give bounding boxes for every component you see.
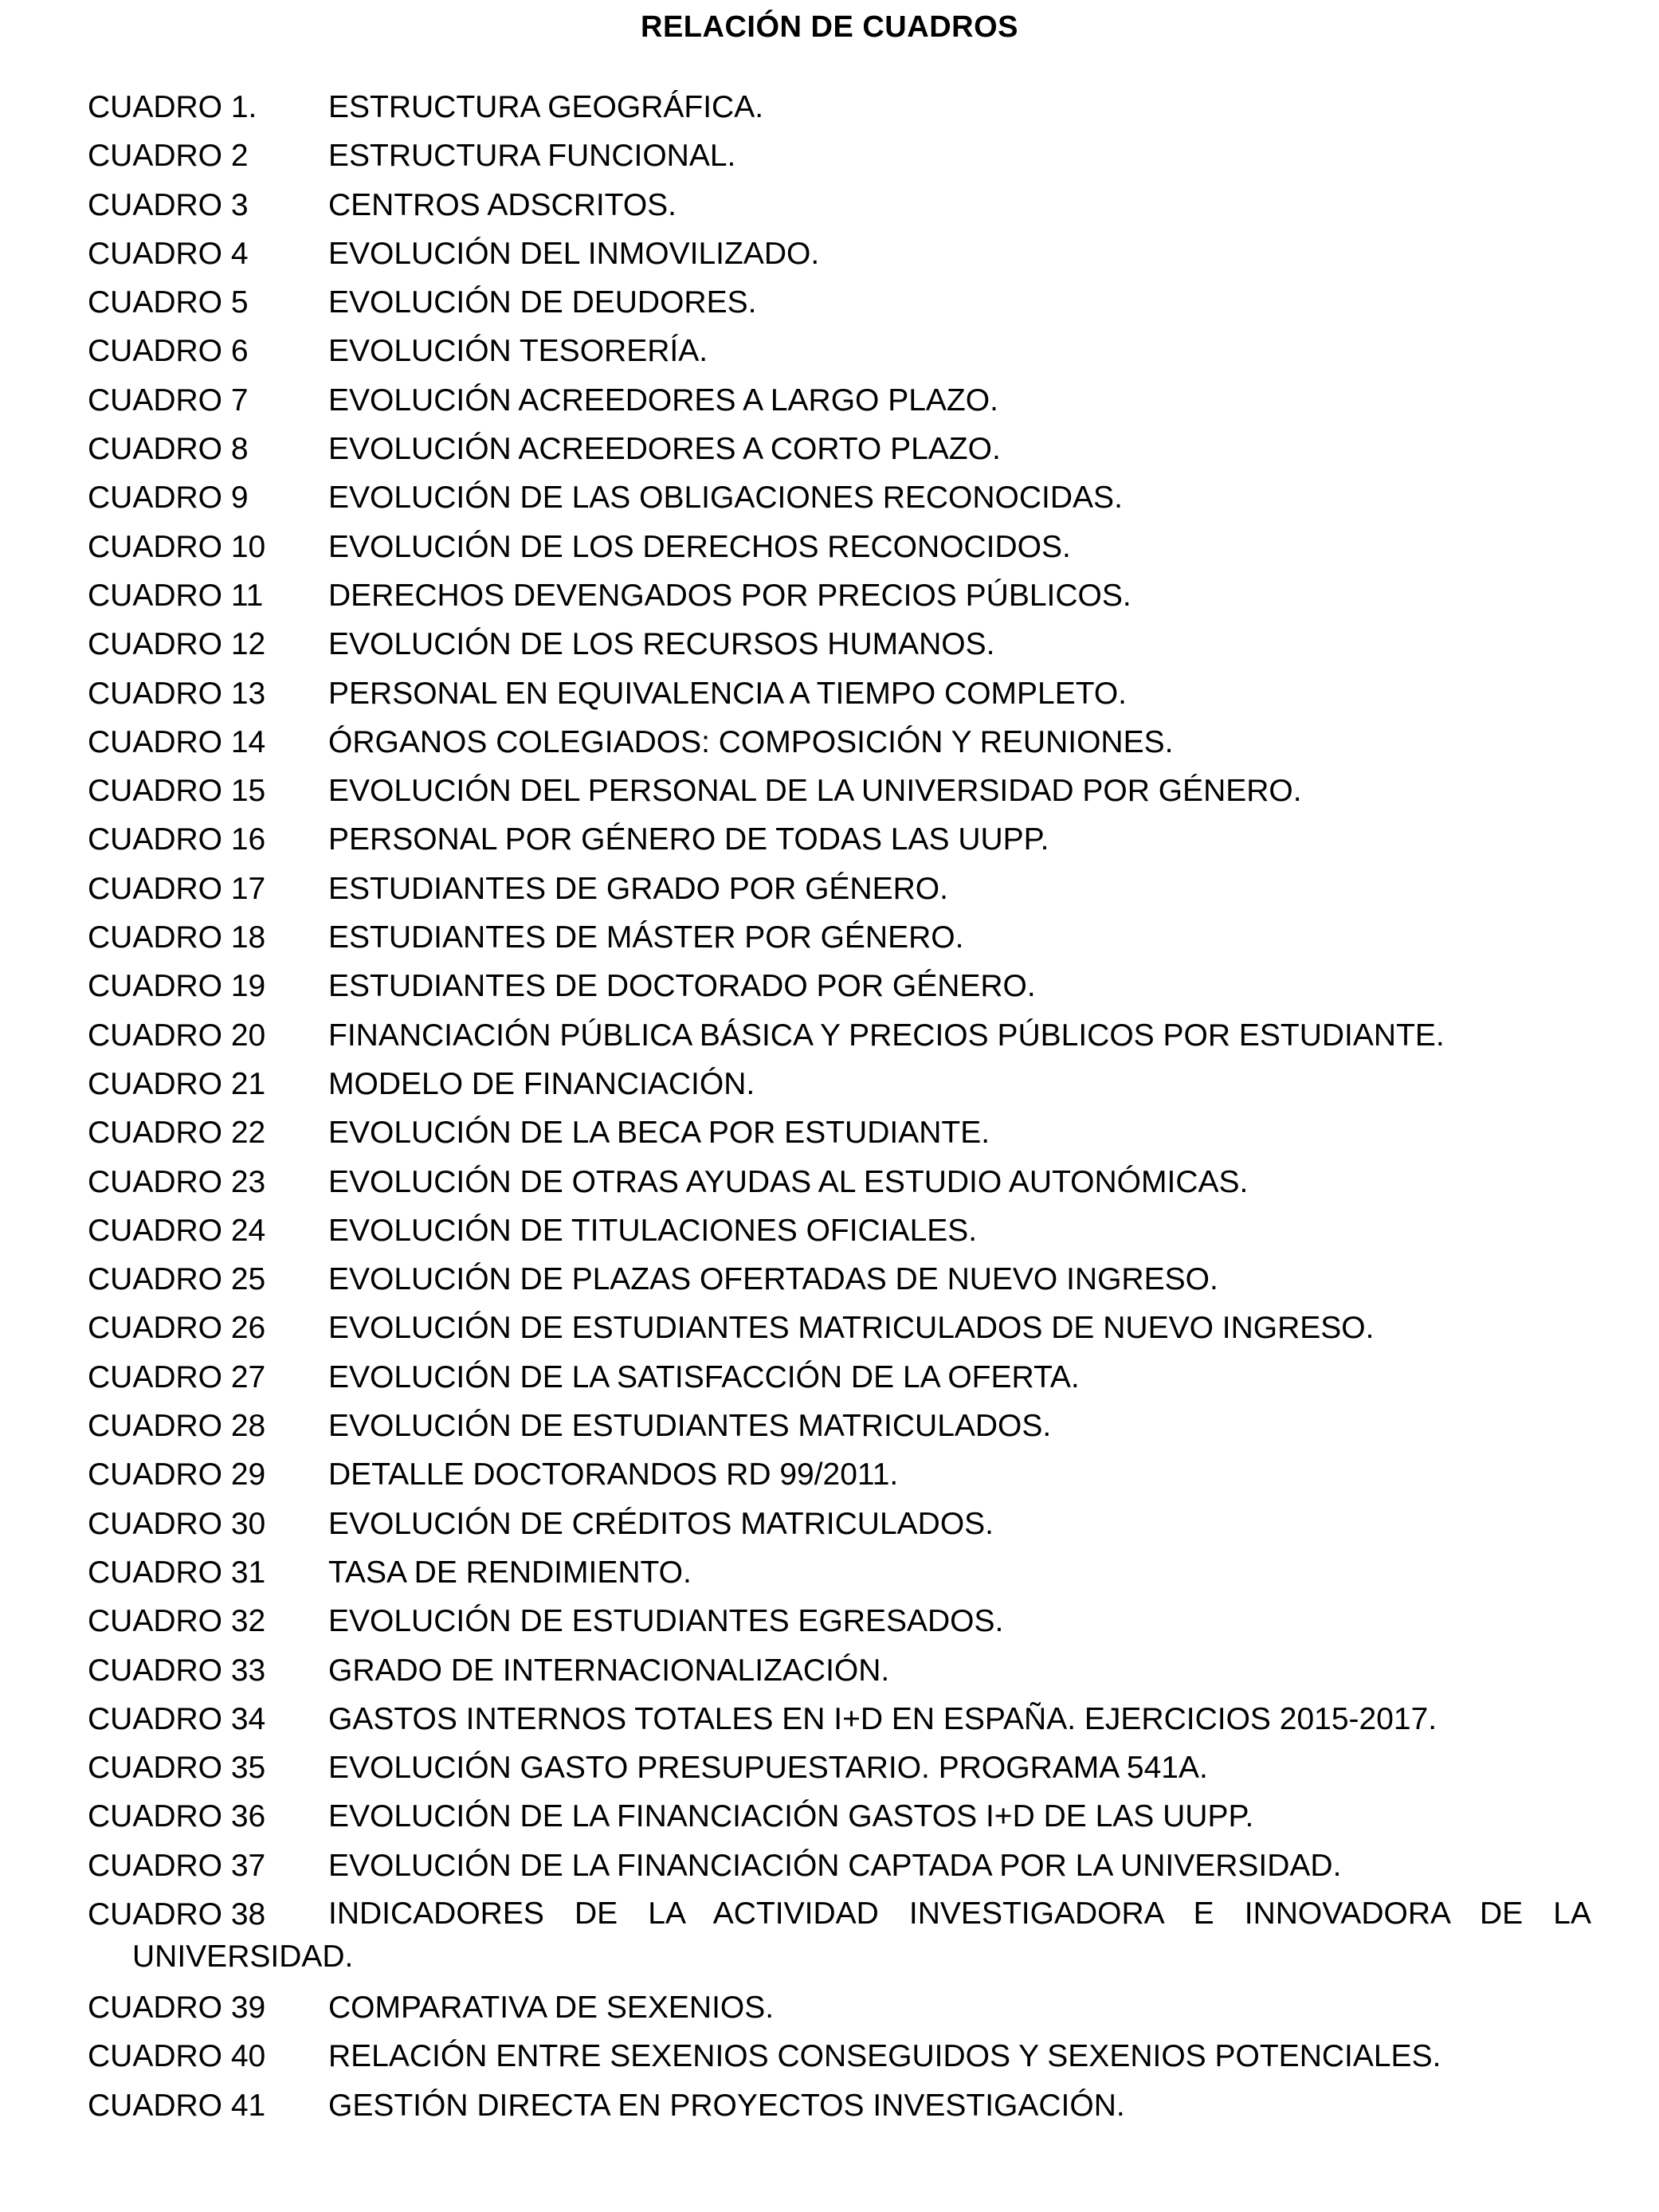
list-item [88,669,1602,718]
list-item [88,1983,1602,2032]
item-number: CUADRO 22 [88,1116,266,1151]
item-title: EVOLUCIÓN ACREEDORES A CORTO PLAZO. [328,432,1001,467]
item-number: CUADRO 1. [88,90,257,124]
item-number: CUADRO 7 [88,382,249,418]
list-item [88,1548,1602,1597]
item-title: CENTROS ADSCRITOS. [328,187,677,222]
list-item [88,83,1602,131]
item-number: CUADRO 25 [88,1262,266,1297]
item-number: CUADRO 13 [88,676,266,711]
item-title: COMPARATIVA DE SEXENIOS. [328,1990,775,2025]
item-number: CUADRO 33 [88,1653,266,1688]
list-item [88,1158,1602,1206]
item-number: CUADRO 17 [88,871,266,906]
item-number: CUADRO 12 [88,627,266,662]
item-title: DERECHOS DEVENGADOS POR PRECIOS PÚBLICOS. [328,578,1131,613]
item-number: CUADRO 40 [88,2039,266,2074]
item-title: PERSONAL POR GÉNERO DE TODAS LAS UUPP. [328,822,1049,857]
list-item [88,229,1602,278]
item-number: CUADRO 20 [88,1018,266,1053]
item-title: EVOLUCIÓN DE ESTUDIANTES MATRICULADOS DE NUEVO INGRESO. [328,1311,1375,1346]
list-item [88,278,1602,327]
item-number: CUADRO 41 [88,2088,266,2123]
list-item [88,181,1602,229]
list-item [88,473,1602,522]
item-number: CUADRO 36 [88,1799,266,1834]
item-number: CUADRO 26 [88,1311,266,1346]
item-number: CUADRO 11 [88,578,264,613]
list-item [88,1695,1602,1743]
item-title: EVOLUCIÓN DE OTRAS AYUDAS AL ESTUDIO AUTONÓMICAS. [328,1164,1249,1199]
list-item [88,620,1602,669]
item-title: EVOLUCIÓN DE LAS OBLIGACIONES RECONOCIDAS. [328,480,1123,516]
list-item [88,376,1602,425]
list-item [88,2081,1602,2130]
item-title: ESTUDIANTES DE GRADO POR GÉNERO. [328,871,948,906]
item-number: CUADRO 5 [88,285,249,320]
item-title: EVOLUCIÓN DE TITULACIONES OFICIALES. [328,1213,978,1248]
list-item [88,571,1602,620]
item-title: ÓRGANOS COLEGIADOS: COMPOSICIÓN Y REUNIONES. [328,724,1174,759]
item-title: EVOLUCIÓN DE LA BECA POR ESTUDIANTE. [328,1116,990,1151]
item-title: EVOLUCIÓN DE LA SATISFACCIÓN DE LA OFERTA. [328,1359,1080,1394]
list-item [88,1011,1602,1060]
list-item [88,1743,1602,1792]
item-title: EVOLUCIÓN DE LA FINANCIACIÓN CAPTADA POR LA UNIVERSIDAD. [328,1848,1342,1883]
item-number: CUADRO 3 [88,187,249,222]
item-title-continuation: UNIVERSIDAD. [132,1939,354,1974]
item-title: EVOLUCIÓN DE PLAZAS OFERTADAS DE NUEVO INGRESO. [328,1262,1218,1297]
item-number: CUADRO 38 [88,1896,266,1932]
item-number: CUADRO 34 [88,1701,266,1736]
table-of-figures-list [88,83,1602,2130]
item-number: CUADRO 4 [88,236,249,271]
item-number: CUADRO 21 [88,1066,266,1101]
item-number: CUADRO 18 [88,920,266,955]
list-item [88,1792,1602,1841]
item-title: ESTUDIANTES DE MÁSTER POR GÉNERO. [328,920,964,955]
item-title: EVOLUCIÓN DE ESTUDIANTES EGRESADOS. [328,1604,1004,1639]
list-item [88,327,1602,375]
item-title: ESTRUCTURA GEOGRÁFICA. [328,90,764,124]
item-title: PERSONAL EN EQUIVALENCIA A TIEMPO COMPLETO. [328,676,1128,711]
item-number: CUADRO 35 [88,1751,266,1786]
list-item [88,767,1602,815]
list-item [88,1890,1602,1983]
item-title: EVOLUCIÓN DE LA FINANCIACIÓN GASTOS I+D DE LAS UUPP. [328,1799,1254,1834]
item-title: EVOLUCIÓN DE CRÉDITOS MATRICULADOS. [328,1506,994,1541]
item-number: CUADRO 39 [88,1990,266,2025]
list-item [88,1450,1602,1499]
list-item [88,718,1602,767]
item-number: CUADRO 2 [88,139,249,174]
item-number: CUADRO 19 [88,969,266,1004]
list-item [88,962,1602,1010]
item-number: CUADRO 16 [88,822,266,857]
item-number: CUADRO 6 [88,334,249,369]
item-number: CUADRO 10 [88,529,266,564]
item-title: RELACIÓN ENTRE SEXENIOS CONSEGUIDOS Y SEXENIOS POTENCIALES. [328,2039,1441,2074]
item-number: CUADRO 31 [88,1555,266,1590]
item-title: GASTOS INTERNOS TOTALES EN I+D EN ESPAÑA. EJERCICIOS 2015-2017. [328,1701,1437,1736]
list-item [88,425,1602,473]
item-number: CUADRO 29 [88,1457,266,1492]
list-item [88,1108,1602,1157]
list-item [88,1255,1602,1304]
list-item [88,1841,1602,1890]
item-title: GRADO DE INTERNACIONALIZACIÓN. [328,1653,890,1688]
item-number: CUADRO 27 [88,1359,266,1394]
list-item [88,1646,1602,1695]
item-title: DETALLE DOCTORANDOS RD 99/2011. [328,1457,899,1492]
list-item [88,913,1602,962]
list-item [88,1060,1602,1108]
item-title: ESTUDIANTES DE DOCTORADO POR GÉNERO. [328,969,1036,1004]
item-title: EVOLUCIÓN DE ESTUDIANTES MATRICULADOS. [328,1409,1052,1444]
list-item [88,131,1602,180]
list-item [88,2032,1602,2081]
item-number: CUADRO 24 [88,1213,266,1248]
item-title: EVOLUCIÓN DEL INMOVILIZADO. [328,236,820,271]
item-number: CUADRO 32 [88,1604,266,1639]
item-number: CUADRO 28 [88,1409,266,1444]
item-number: CUADRO 14 [88,724,266,759]
item-title: EVOLUCIÓN DEL PERSONAL DE LA UNIVERSIDAD POR GÉNERO. [328,774,1302,809]
list-item [88,1500,1602,1548]
list-item [88,1402,1602,1450]
item-title: FINANCIACIÓN PÚBLICA BÁSICA Y PRECIOS PÚBLICOS POR ESTUDIANTE. [328,1018,1445,1053]
list-item [88,1597,1602,1645]
item-title: EVOLUCIÓN TESORERÍA. [328,334,708,369]
item-number: CUADRO 37 [88,1848,266,1883]
list-item [88,523,1602,571]
item-title: INDICADORES DE LA ACTIVIDAD INVESTIGADORA E INNOVADORA DE LA [328,1896,1591,1931]
list-item [88,1353,1602,1402]
list-item [88,1206,1602,1255]
item-number: CUADRO 9 [88,480,249,516]
item-title: EVOLUCIÓN DE DEUDORES. [328,285,757,320]
item-number: CUADRO 30 [88,1506,266,1541]
item-number: CUADRO 23 [88,1164,266,1199]
item-title: EVOLUCIÓN GASTO PRESUPUESTARIO. PROGRAMA 541A. [328,1751,1208,1786]
item-title: TASA DE RENDIMIENTO. [328,1555,692,1590]
item-title: GESTIÓN DIRECTA EN PROYECTOS INVESTIGACIÓN. [328,2088,1125,2123]
item-title: EVOLUCIÓN DE LOS DERECHOS RECONOCIDOS. [328,529,1071,564]
item-title: EVOLUCIÓN ACREEDORES A LARGO PLAZO. [328,382,998,418]
list-item [88,1304,1602,1352]
item-number: CUADRO 8 [88,432,249,467]
item-title: MODELO DE FINANCIACIÓN. [328,1066,755,1101]
item-title: ESTRUCTURA FUNCIONAL. [328,139,736,174]
item-title: EVOLUCIÓN DE LOS RECURSOS HUMANOS. [328,627,995,662]
page-title: RELACIÓN DE CUADROS [641,10,1018,44]
list-item [88,815,1602,864]
item-number: CUADRO 15 [88,774,266,809]
list-item [88,865,1602,913]
